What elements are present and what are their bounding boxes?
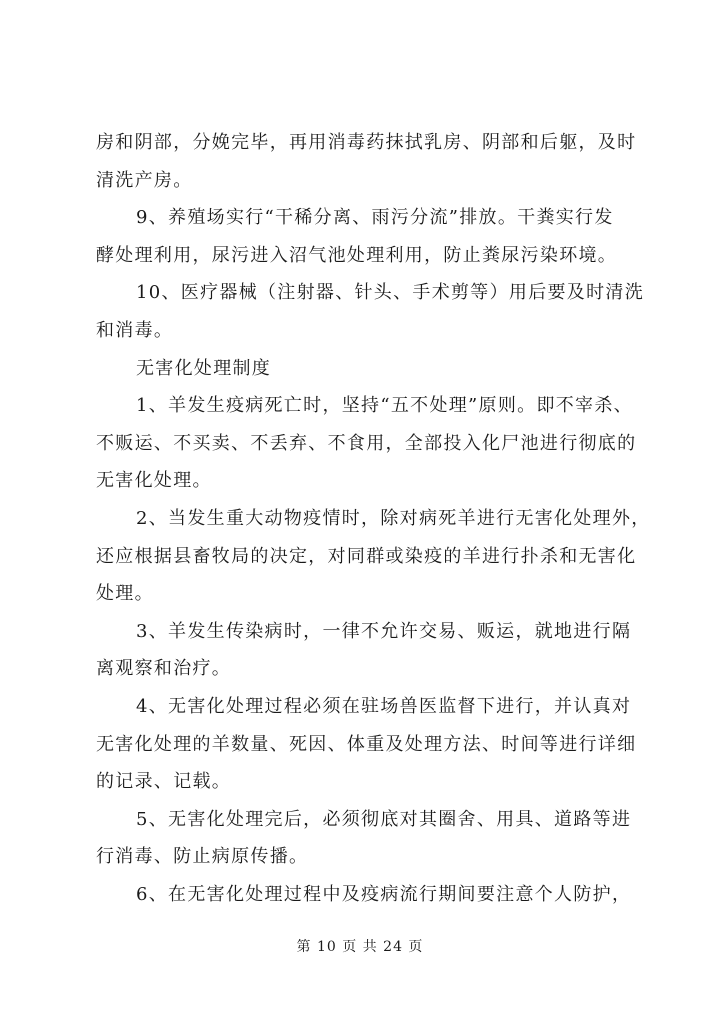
text-line: 无害化处理的羊数量、死因、体重及处理方法、时间等进行详细	[96, 733, 637, 755]
text-line: 还应根据县畜牧局的决定，对同群或染疫的羊进行扑杀和无害化	[96, 545, 637, 567]
text-line: 1、羊发生疫病死亡时，坚持“五不处理”原则。即不宰杀、	[136, 395, 633, 417]
text-line: 无害化处理制度	[136, 357, 272, 379]
text-line: 5、无害化处理完后，必须彻底对其圈舍、用具、道路等进	[136, 808, 632, 830]
text-line: 离观察和治疗。	[96, 658, 232, 680]
text-line: 房和阴部，分娩完毕，再用消毒药抹拭乳房、阴部和后躯，及时	[96, 132, 637, 153]
text-line: 的记录、记载。	[96, 771, 232, 793]
text-line: 9、养殖场实行“干稀分离、雨污分流”排放。干粪实行发	[136, 207, 614, 229]
text-line: 酵处理利用，尿污进入沼气池处理利用，防止粪尿污染环境。	[96, 244, 618, 266]
text-line: 行消毒、防止病原传播。	[96, 846, 309, 868]
document-body	[96, 124, 651, 913]
text-line: 2、当发生重大动物疫情时，除对病死羊进行无害化处理外，	[136, 507, 651, 529]
text-line: 3、羊发生传染病时，一律不允许交易、贩运，就地进行隔	[136, 620, 632, 642]
text-line: 不贩运、不买卖、不丢弃、不食用，全部投入化尸池进行彻底的	[96, 432, 637, 454]
text-line: 处理。	[96, 583, 154, 605]
text-line: 和消毒。	[96, 319, 174, 341]
text-line: 10、医疗器械（注射器、针头、手术剪等）用后要及时清洗	[136, 282, 645, 304]
text-line: 6、在无害化处理过程中及疫病流行期间要注意个人防护，	[136, 883, 632, 905]
text-line: 无害化处理。	[96, 470, 212, 492]
text-line: 清洗产房。	[96, 169, 193, 191]
text-line: 4、无害化处理过程必须在驻场兽医监督下进行，并认真对	[136, 695, 632, 717]
page-footer: 第 10 页 共 24 页	[296, 939, 424, 955]
